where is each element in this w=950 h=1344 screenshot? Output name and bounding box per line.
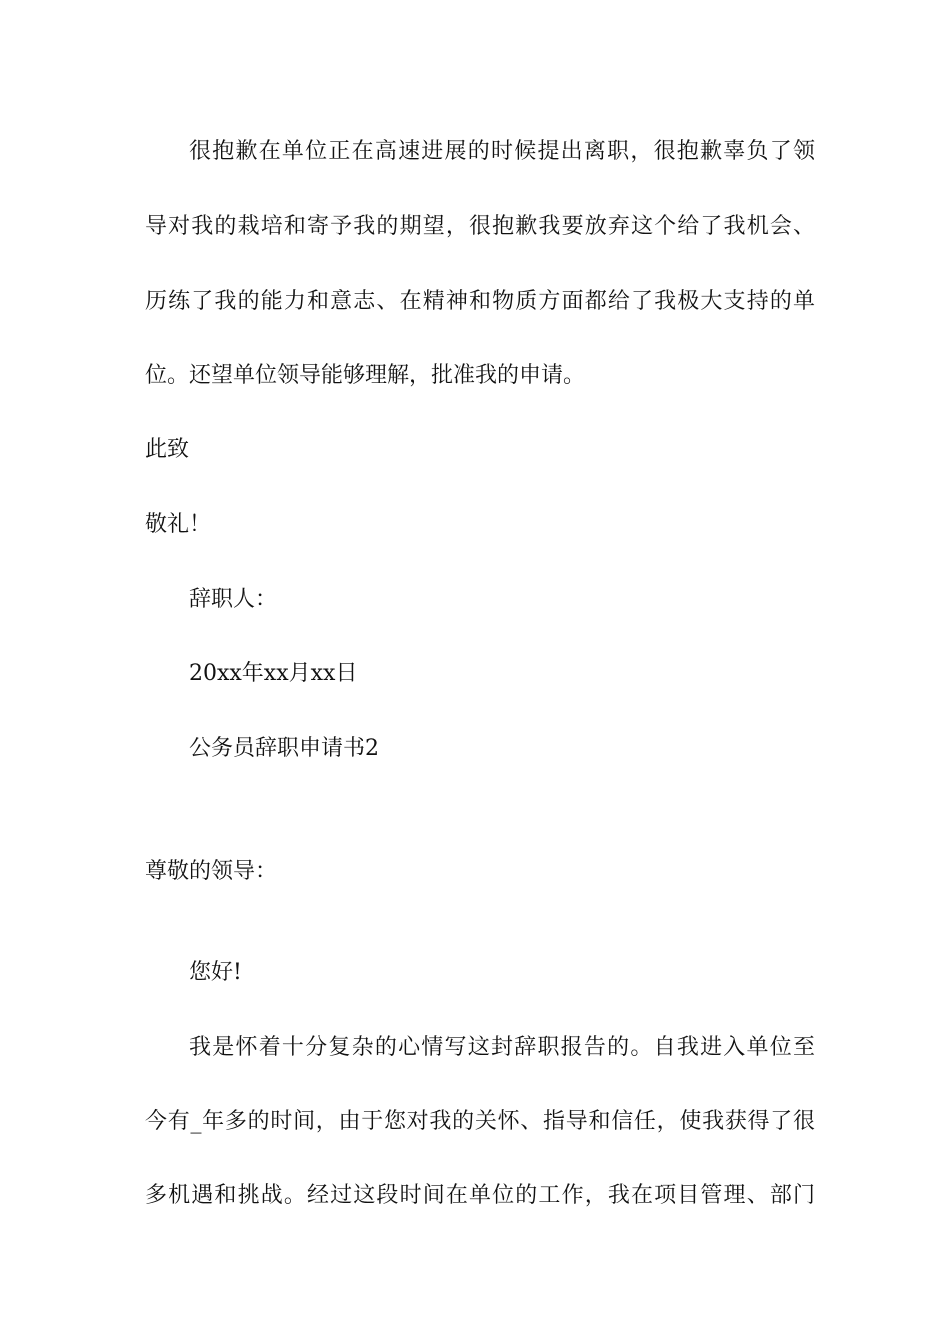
letter-greeting: 尊敬的领导： <box>145 859 278 884</box>
paragraph-line-3: 历练了我的能力和意志、在精神和物质方面都给了我极大支持的单 <box>145 289 815 314</box>
body-line-1: 我是怀着十分复杂的心情写这封辞职报告的。自我进入单位至 <box>189 1035 815 1060</box>
paragraph-line-2: 导对我的栽培和寄予我的期望，很抱歉我要放弃这个给了我机会、 <box>145 214 815 239</box>
signature-label: 辞职人： <box>189 587 278 612</box>
signature-date: 20xx年xx月xx日 <box>189 661 358 686</box>
closing-regards: 敬礼！ <box>145 512 212 537</box>
letter-hello: 您好! <box>189 960 242 985</box>
paragraph-line-1: 很抱歉在单位正在高速进展的时候提出离职，很抱歉辜负了领 <box>189 139 815 164</box>
paragraph-line-4: 位。还望单位领导能够理解，批准我的申请。 <box>145 363 586 388</box>
body-line-2: 今有_年多的时间，由于您对我的关怀、指导和信任，使我获得了很 <box>145 1109 815 1134</box>
section-title: 公务员辞职申请书2 <box>189 736 379 761</box>
closing-salutation: 此致 <box>145 437 190 462</box>
body-line-3: 多机遇和挑战。经过这段时间在单位的工作，我在项目管理、部门 <box>145 1183 815 1208</box>
